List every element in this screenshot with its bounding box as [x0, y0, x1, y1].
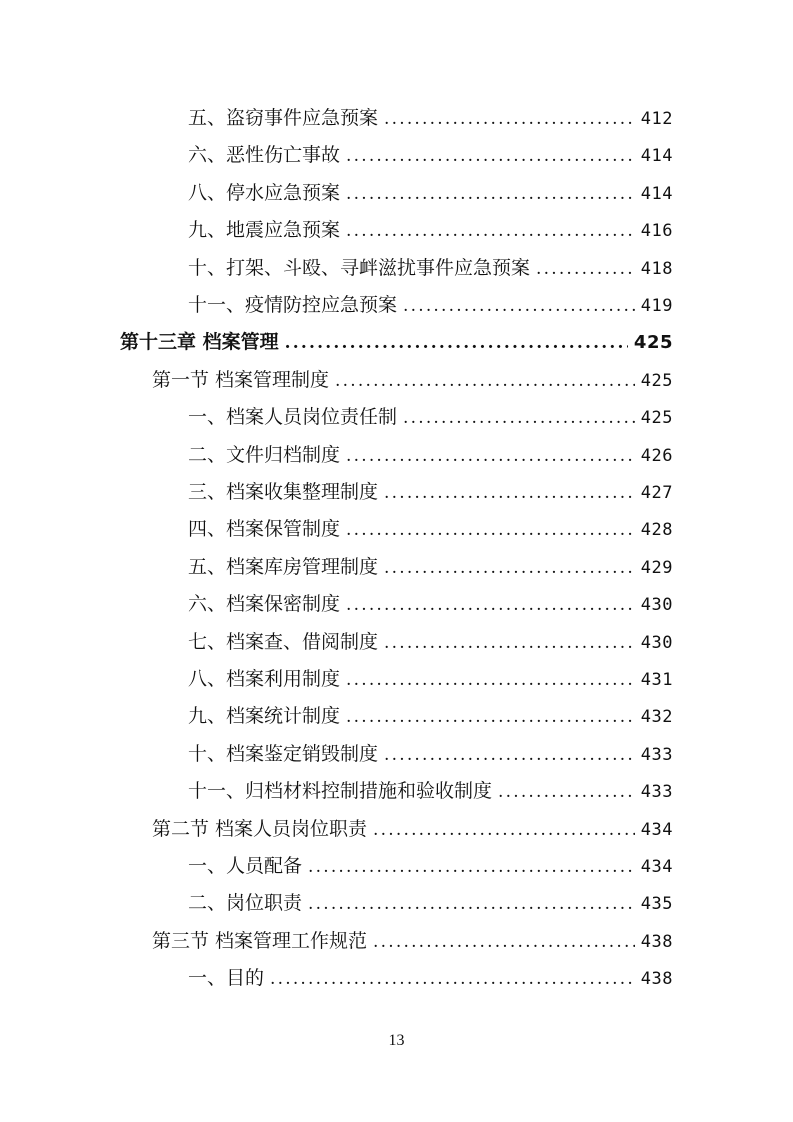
toc-entry-title: 一、人员配备 — [188, 855, 303, 877]
toc-entry-page: 430 — [640, 632, 673, 653]
toc-entry[interactable] — [188, 250, 673, 287]
toc-entry-page: 435 — [640, 894, 673, 915]
toc-dot-leader — [346, 438, 635, 475]
toc-entry-title: 第二节 档案人员岗位职责 — [152, 817, 368, 840]
toc-dot-leader — [346, 587, 635, 624]
toc-entry-page: 429 — [640, 557, 673, 578]
toc-entry-title: 五、盗窃事件应急预案 — [188, 107, 379, 129]
toc-entry-title: 三、档案收集整理制度 — [188, 481, 379, 503]
toc-dot-leader — [536, 251, 635, 288]
toc-section-entry[interactable] — [152, 362, 673, 399]
toc-entry[interactable] — [188, 848, 673, 885]
toc-dot-leader — [346, 699, 635, 736]
toc-dot-leader — [403, 400, 635, 437]
toc-entry-page: 432 — [640, 707, 673, 728]
toc-dot-leader — [384, 550, 635, 587]
toc-dot-leader — [384, 737, 635, 774]
toc-entry-title: 七、档案查、借阅制度 — [188, 630, 379, 653]
toc-entry-page: 434 — [640, 819, 673, 840]
toc-entry-page: 438 — [640, 931, 673, 952]
toc-entry[interactable] — [188, 137, 673, 174]
toc-entry-page: 434 — [640, 857, 673, 877]
toc-entry[interactable] — [188, 511, 673, 548]
toc-entry-page: 425 — [633, 332, 673, 354]
toc-dot-leader — [346, 512, 635, 549]
toc-dot-leader — [308, 849, 635, 886]
toc-entry-title: 五、档案库房管理制度 — [188, 555, 379, 578]
toc-dot-leader — [373, 924, 635, 961]
toc-entry[interactable] — [188, 474, 673, 511]
toc-dot-leader — [285, 325, 628, 362]
toc-dot-leader — [384, 625, 635, 662]
toc-section-entry[interactable] — [152, 811, 673, 848]
toc-entry[interactable] — [188, 287, 673, 324]
toc-dot-leader — [373, 812, 635, 849]
toc-entry-page: 425 — [640, 408, 673, 429]
toc-entry[interactable] — [188, 100, 673, 137]
page-number: 13 — [388, 1032, 405, 1049]
toc-entry-title: 十一、疫情防控应急预案 — [188, 294, 398, 316]
toc-entry-page: 438 — [640, 969, 673, 990]
toc-entry[interactable] — [188, 885, 673, 922]
toc-dot-leader — [346, 662, 635, 699]
toc-entry-title: 八、停水应急预案 — [188, 181, 341, 204]
toc-entry-page: 430 — [640, 595, 673, 616]
toc-entry-page: 427 — [640, 483, 673, 503]
toc-entry[interactable] — [188, 175, 673, 212]
toc-entry[interactable] — [188, 399, 673, 436]
toc-entry[interactable] — [188, 586, 673, 623]
toc-entry-title: 十一、归档材料控制措施和验收制度 — [188, 780, 493, 803]
toc-entry-title: 第三节 档案管理工作规范 — [152, 929, 368, 952]
toc-entry-page: 414 — [640, 183, 673, 204]
toc-entry[interactable] — [188, 624, 673, 661]
toc-entry-title: 九、地震应急预案 — [188, 219, 341, 242]
toc-entry-page: 416 — [640, 221, 673, 242]
toc-entry-page: 433 — [640, 782, 673, 803]
toc-dot-leader — [346, 138, 635, 175]
toc-section-entry[interactable] — [152, 923, 673, 960]
toc-entry-title: 九、档案统计制度 — [188, 705, 341, 728]
toc-chapter-entry[interactable] — [120, 324, 673, 361]
toc-dot-leader — [384, 475, 635, 512]
toc-entry-title: 一、档案人员岗位责任制 — [188, 406, 398, 429]
toc-entry[interactable] — [188, 549, 673, 586]
toc-entry-page: 418 — [640, 258, 673, 279]
toc-entry[interactable] — [188, 960, 673, 997]
toc-entry-title: 六、档案保密制度 — [188, 593, 341, 616]
toc-dot-leader — [403, 288, 635, 325]
toc-entry-page: 433 — [640, 744, 673, 765]
toc-entry-page: 419 — [640, 296, 673, 316]
toc-entry-title: 第一节 档案管理制度 — [152, 368, 330, 391]
toc-dot-leader — [335, 363, 635, 400]
toc-entry[interactable] — [188, 437, 673, 474]
toc-entry-title: 十、打架、斗殴、寻衅滋扰事件应急预案 — [188, 256, 531, 279]
toc-dot-leader — [498, 774, 635, 811]
toc-dot-leader — [346, 213, 635, 250]
toc-dot-leader — [346, 176, 635, 213]
toc-entry-title: 十、档案鉴定销毁制度 — [188, 742, 379, 765]
toc-entry[interactable] — [188, 698, 673, 735]
toc-entry-title: 六、恶性伤亡事故 — [188, 144, 341, 167]
toc-entry[interactable] — [188, 736, 673, 773]
toc-entry-page: 428 — [640, 520, 673, 541]
toc-entry-title: 第十三章 档案管理 — [120, 331, 279, 354]
toc-entry-title: 八、档案利用制度 — [188, 668, 341, 690]
toc-entry-page: 425 — [640, 370, 673, 391]
toc-dot-leader — [308, 886, 635, 923]
toc-dot-leader — [270, 961, 635, 998]
toc-entry-page: 414 — [640, 146, 673, 167]
toc-entry-title: 四、档案保管制度 — [188, 518, 341, 541]
toc-entry-title: 二、岗位职责 — [188, 892, 303, 915]
toc-entry-page: 426 — [640, 445, 673, 466]
toc-entry[interactable] — [188, 661, 673, 698]
toc-entry[interactable] — [188, 773, 673, 810]
toc-dot-leader — [384, 101, 635, 138]
toc-entry[interactable] — [188, 212, 673, 249]
toc-entry-page: 412 — [640, 109, 673, 129]
toc-entry-title: 一、目的 — [188, 967, 265, 990]
toc-entry-page: 431 — [640, 670, 673, 690]
toc-entry-title: 二、文件归档制度 — [188, 443, 341, 466]
